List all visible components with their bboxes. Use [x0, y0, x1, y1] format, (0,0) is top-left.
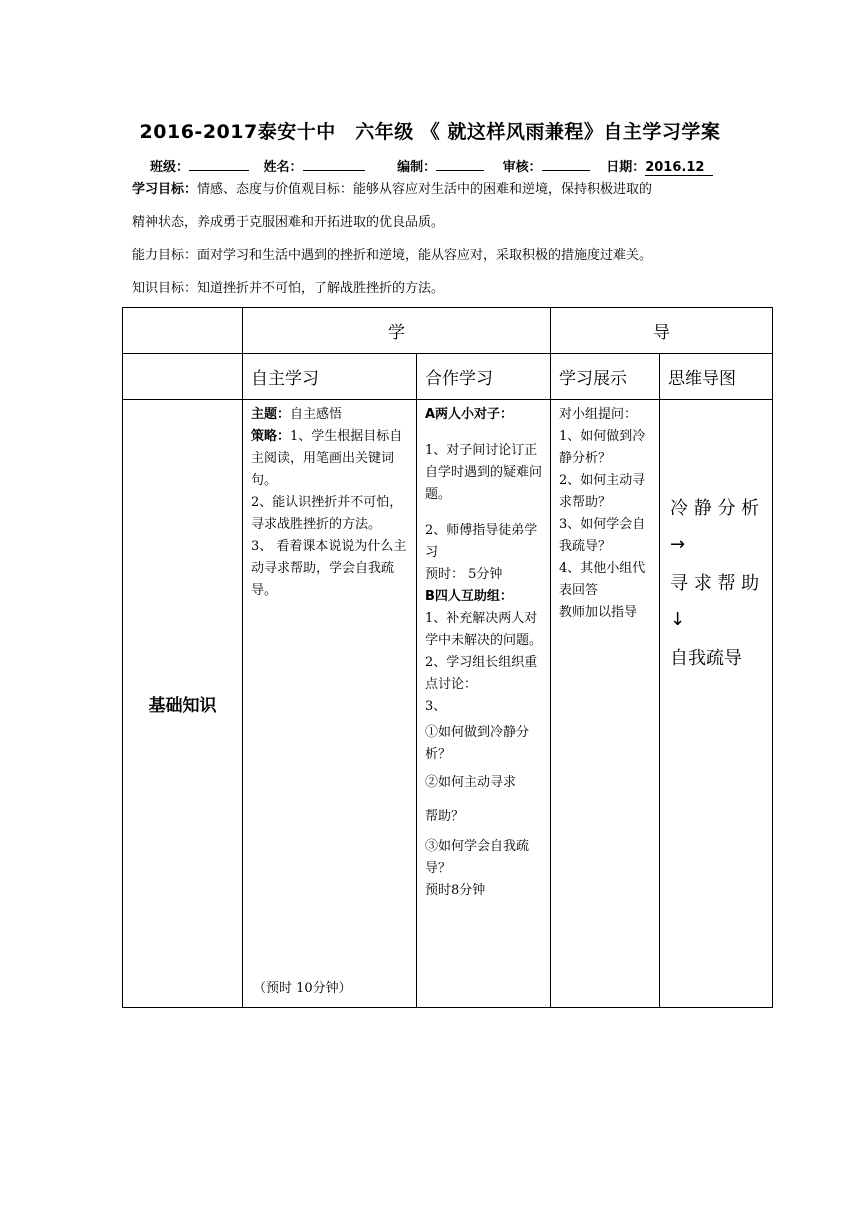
goal-line-3: 能力目标：面对学习和生活中遇到的挫折和逆境，能从容应对，采取积极的措施度过难关。 [132, 248, 653, 263]
mind-seek-help: 寻 求 帮 助 [670, 573, 760, 594]
class-label: 班级： [150, 160, 190, 175]
mind-self-guidance: 自我疏导 [670, 648, 742, 669]
cooperative-cell: A两人小对子： 1、对子间讨论订正自学时遇到的疑难问题。 2、师傅指导徒弟学习 预时： 5分钟 B四人互助组： 1、补充解决两人对学中未解决的问题。 2、学习组长组织重点讨论： 3、 ①如何做到冷静分析？ ②如何主动寻求 帮助？ ③如何学会自我疏导？ 预时8分钟 [417, 400, 551, 1008]
right-arrow-icon: → [670, 534, 686, 555]
name-blank[interactable] [303, 156, 365, 171]
col-presentation: 学习展示 [551, 354, 660, 400]
page-title: 2016-2017泰安十中 六年级 《 就这样风雨兼程》自主学习学案 [139, 121, 721, 143]
review-blank[interactable] [542, 156, 590, 171]
name-label: 姓名： [263, 160, 303, 175]
col-mind-map: 思维导图 [660, 354, 773, 400]
col-cooperative: 合作学习 [417, 354, 551, 400]
self-time: （预时 10分钟） [253, 981, 352, 996]
editor-label: 编制： [397, 160, 437, 175]
goal-line-4: 知识目标：知道挫折并不可怕，了解战胜挫折的方法。 [132, 281, 445, 296]
goal-line-1: 学习目标：情感、态度与价值观目标：能够从容应对生活中的困难和逆境，保持积极进取的 [132, 182, 653, 197]
header-dao: 导 [551, 308, 773, 354]
blank-cell [123, 354, 243, 400]
col-self-study: 自主学习 [243, 354, 417, 400]
header-xue: 学 [243, 308, 551, 354]
study-plan-table [122, 307, 773, 1008]
corner-cell [123, 308, 243, 354]
goal-line-2: 精神状态，养成勇于克服困难和开拓进取的优良品质。 [132, 215, 445, 230]
editor-blank[interactable] [436, 156, 484, 171]
mind-calm-analysis: 冷 静 分 析 [670, 498, 760, 519]
self-study-cell: 主题：自主感悟 策略：1、学生根据目标自主阅读，用笔画出关键词句。 2、能认识挫折并不可怕，寻求战胜挫折的方法。 3、 看着课本说说为什么主动寻求帮助，学会自我疏导。 （预时 10分钟） [243, 400, 417, 1008]
goal-label: 学习目标： [132, 182, 198, 197]
date-label: 日期： [606, 160, 646, 175]
down-arrow-icon: ↓ [670, 609, 686, 630]
date-value: 2016.12 [645, 160, 705, 175]
review-label: 审核： [502, 160, 542, 175]
row-label-basics: 基础知识 [123, 400, 243, 1008]
presentation-cell: 对小组提问： 1、如何做到冷静分析？ 2、如何主动寻求帮助？ 3、如何学会自我疏导？ 4、其他小组代表回答 教师加以指导 [551, 400, 660, 1008]
mind-map-cell [660, 400, 773, 1008]
class-blank[interactable] [189, 156, 249, 171]
